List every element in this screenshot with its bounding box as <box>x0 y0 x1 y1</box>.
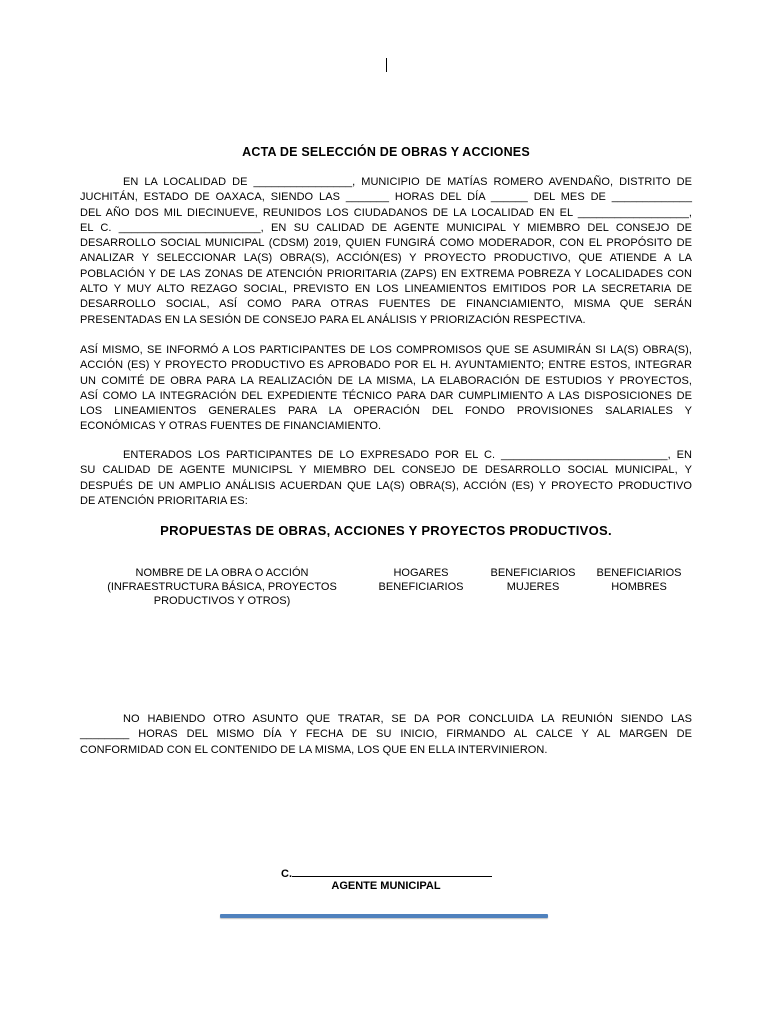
column-header-line: HOMBRES <box>611 581 667 593</box>
paragraph-line: NO HABIENDO OTRO ASUNTO QUE TRATAR, SE DA POR CONCLUIDA LA REUNIÓN SIENDO LAS <box>123 713 692 725</box>
paragraph-line: ASÍ COMO LA INTEGRACIÓN DEL EXPEDIENTE TÉCNICO PARA DAR CUMPLIMIENTO A LAS DISPOSICIONES DE <box>80 389 692 402</box>
column-header-line: HOGARES <box>393 567 449 579</box>
paragraph-line: ALTO Y MUY ALTO REZAGO SOCIAL, PREVISTO EN LOS LINEAMIENTOS EMITIDOS POR LA SECRETARIA DE <box>80 283 692 296</box>
column-header-name <box>96 566 348 608</box>
paragraph-line: DESARROLLO SOCIAL MUNICIPAL (CDSM) 2019, QUIEN FUNGIRÁ COMO MODERADOR, CON EL PROPÓSITO DE <box>80 237 692 250</box>
paragraph-agreement <box>80 448 692 509</box>
column-header-line: BENEFICIARIOS <box>490 567 576 579</box>
column-header-line: BENEFICIARIOS <box>378 581 464 593</box>
paragraph-line: PRESENTADAS EN LA SESIÓN DE CONSEJO PARA EL ANÁLISIS Y PRIORIZACIÓN RESPECTIVA. <box>80 313 586 326</box>
column-header-line: NOMBRE DE LA OBRA O ACCIÓN <box>135 567 309 579</box>
paragraph-line: CONFORMIDAD CON EL CONTENIDO DE LA MISMA, LOS QUE EN ELLA INTERVINIERON. <box>80 743 548 756</box>
paragraph-line: JUCHITÁN, ESTADO DE OAXACA, SIENDO LAS _______ HORAS DEL DÍA ______ DEL MES DE _____________ <box>80 191 692 204</box>
column-header-households <box>366 566 476 594</box>
paragraph-line: ACCIÓN (ES) Y PROYECTO PRODUCTIVO ES APROBADO POR EL H. AYUNTAMIENTO; ENTRE ESTOS, INTEGRAR <box>80 359 692 372</box>
paragraph-line: ________ HORAS DEL MISMO DÍA Y FECHA DE SU INICIO, FIRMANDO AL CALCE Y AL MARGEN DE <box>80 728 692 741</box>
paragraph-line: EN LA LOCALIDAD DE ________________, MUNICIPIO DE MATÍAS ROMERO AVENDAÑO, DISTRITO DE <box>123 176 692 188</box>
footer-rule <box>220 914 548 918</box>
document-title: ACTA DE SELECCIÓN DE OBRAS Y ACCIONES <box>242 145 530 159</box>
paragraph-line: ASÍ MISMO, SE INFORMÓ A LOS PARTICIPANTES DE LOS COMPROMISOS QUE SE ASUMIRÁN SI LA(S) OBRA(S), <box>80 344 692 356</box>
proposals-heading: PROPUESTAS DE OBRAS, ACCIONES Y PROYECTOS PRODUCTIVOS. <box>160 523 612 538</box>
column-header-line: PRODUCTIVOS Y OTROS) <box>153 595 291 607</box>
paragraph-line: SU CALIDAD DE AGENTE MUNICIPSL Y MIEMBRO DEL CONSEJO DE DESARROLLO SOCIAL MUNICIPAL, Y <box>80 464 692 477</box>
paragraph-line: ENTERADOS LOS PARTICIPANTES DE LO EXPRESADO POR EL C. ___________________________, EN <box>123 449 692 461</box>
paragraph-line: DESARROLLO SOCIAL, ASÍ COMO PARA OTRAS FUENTES DE FINANCIAMIENTO, MISMA QUE SERÁN <box>80 298 692 311</box>
paragraph-line: POBLACIÓN Y DE LAS ZONAS DE ATENCIÓN PRIORITARIA (ZAPS) EN EXTREMA POBREZA Y LOCALIDADES CON <box>80 267 692 280</box>
paragraph-closing <box>80 712 692 758</box>
paragraph-line: DEL AÑO DOS MIL DIECINUEVE, REUNIDOS LOS CIUDADANOS DE LA LOCALIDAD EN EL __________________, <box>80 206 692 219</box>
paragraph-line: UN COMITÉ DE OBRA PARA LA REALIZACIÓN DE LA MISMA, LA ELABORACIÓN DE ESTUDIOS Y PROYECTOS, <box>80 374 692 387</box>
paragraph-commitments <box>80 343 692 435</box>
column-header-line: BENEFICIARIOS <box>596 567 682 579</box>
signature-line <box>281 866 492 880</box>
column-header-line: (INFRAESTRUCTURA BÁSICA, PROYECTOS <box>107 581 337 593</box>
paragraph-line: DE ATENCIÓN PRIORITARIA ES: <box>80 494 248 507</box>
signature-prefix: C. <box>281 868 292 880</box>
paragraph-line: ANALIZAR Y SELECCIONAR LA(S) OBRA(S), ACCIÓN(ES) Y PROYECTO PRODUCTIVO, QUE ATIENDE A LA <box>80 252 692 265</box>
column-header-men <box>586 566 692 594</box>
column-header-women <box>480 566 586 594</box>
paragraph-line: DESPUÉS DE UN AMPLIO ANÁLISIS ACUERDAN QUE LA(S) OBRA(S), ACCIÓN (ES) Y PROYECTO PRODUCTIVO <box>80 479 692 492</box>
signature-label: AGENTE MUNICIPAL <box>331 880 441 892</box>
paragraph-line: ECONÓMICAS Y OTRAS FUENTES DE FINANCIAMIENTO. <box>80 420 382 433</box>
signature-blank <box>292 866 492 877</box>
paragraph-line: EL C. _______________________, EN SU CALIDAD DE AGENTE MUNICIPAL Y MIEMBRO DEL CONSEJO DE <box>80 221 692 234</box>
text-cursor <box>386 58 387 72</box>
column-header-line: MUJERES <box>506 581 560 593</box>
paragraph-intro <box>80 175 692 328</box>
paragraph-line: LOS LINEAMIENTOS GENERALES PARA LA OPERACIÓN DEL FONDO PROVISIONES SALARIALES Y <box>80 405 692 418</box>
